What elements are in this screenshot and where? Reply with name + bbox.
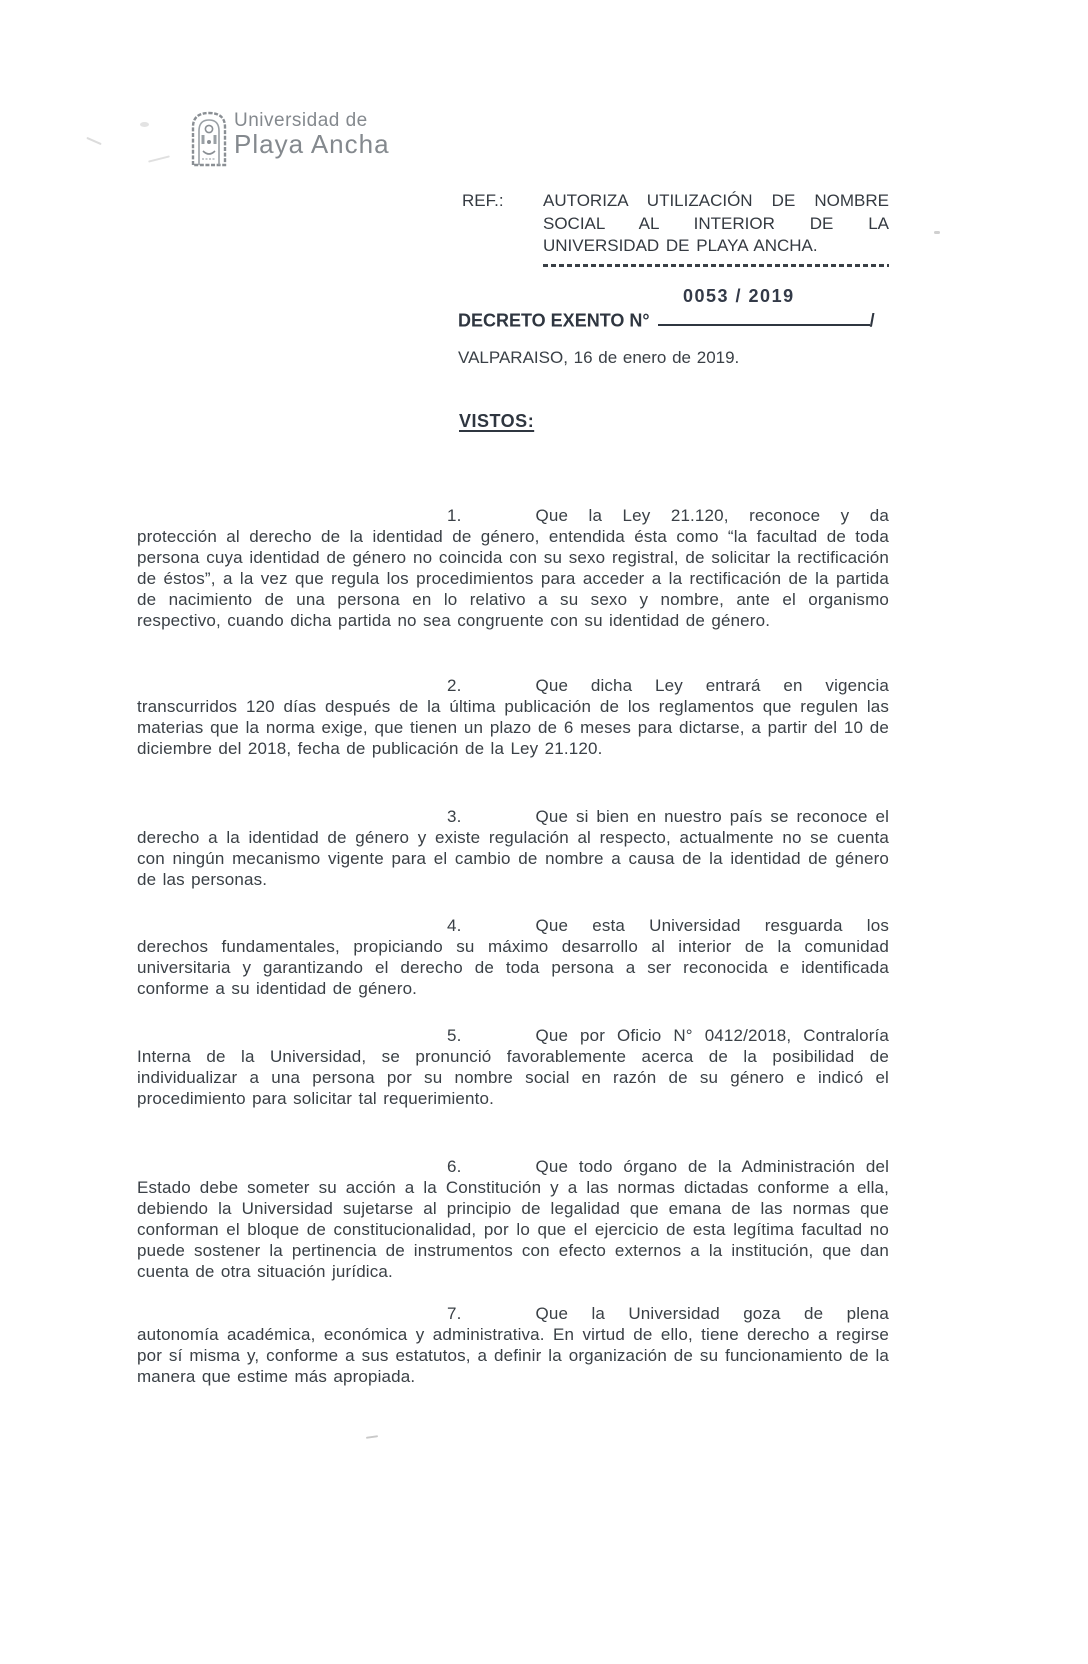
ref-label: REF.: (462, 191, 504, 210)
clause-number: 7. (447, 1304, 462, 1323)
scan-artifact (140, 122, 149, 127)
decree-number: 0053 / 2019 (683, 286, 795, 306)
university-logo (189, 110, 390, 173)
university-emblem-icon (189, 110, 229, 173)
ref-section (462, 190, 889, 267)
decree-number-blank-line (658, 309, 870, 326)
vistos-clause-6 (137, 1156, 889, 1282)
clause-number: 3. (447, 807, 462, 826)
scan-artifact (934, 231, 940, 234)
vistos-clause-1 (137, 505, 889, 631)
scan-artifact (366, 1435, 378, 1439)
decree-slash: / (869, 310, 875, 331)
clause-number: 2. (447, 676, 462, 695)
scan-artifact (86, 137, 101, 145)
clause-text: Que esta Universidad resguarda los derechos fundamentales, propiciando su máximo desarrollo al interior de la comunidad universitaria y garantizando el derecho de toda persona a ser reconocida e identificada conforme a su identidad de género. (137, 916, 889, 998)
vistos-clause-2 (137, 675, 889, 759)
decree-line (458, 309, 875, 331)
clause-text: Que todo órgano de la Administración del Estado debe someter su acción a la Constitución y a las normas dictadas conforme a ella, debiendo la Universidad sujetarse al principio de legalidad que emana de las normas que conforman el bloque de constitucionalidad, por lo que el ejercicio de esta legítima facultad no puede sostener la pertinencia de instrumentos con efecto externos a la institución, que dan cuenta de otra situación jurídica. (137, 1157, 889, 1281)
decree-label: DECRETO EXENTO N° (458, 310, 650, 331)
scan-artifact (148, 155, 170, 162)
vistos-clause-7 (137, 1303, 889, 1387)
clause-text: Que por Oficio N° 0412/2018, Contraloría Interna de la Universidad, se pronunció favorablemente acerca de la posibilidad de individualizar a una persona por su nombre social en razón de su género e indicó el procedimiento para solicitar tal requerimiento. (137, 1026, 889, 1108)
vistos-clause-4 (137, 915, 889, 999)
vistos-heading: VISTOS: (459, 411, 535, 431)
clause-number: 5. (447, 1026, 462, 1045)
clause-text: Que la Universidad goza de plena autonomía académica, económica y administrativa. En virtud de ello, tiene derecho a regirse por sí misma y, conforme a sus estatutos, a definir la organización de su funcionamiento de la manera que estime más apropiada. (137, 1304, 889, 1386)
logo-text-line1: Universidad de (234, 110, 368, 131)
vistos-clause-3 (137, 806, 889, 890)
ref-dashed-separator (543, 264, 889, 267)
ref-subject-text: AUTORIZA UTILIZACIÓN DE NOMBRE SOCIAL AL INTERIOR DE LA UNIVERSIDAD DE PLAYA ANCHA. (543, 191, 889, 255)
clause-text: Que dicha Ley entrará en vigencia transcurridos 120 días después de la última publicación de los reglamentos que regulen las materias que la norma exige, que tienen un plazo de 6 meses para dictarse, a partir del 10 de diciembre del 2018, fecha de publicación de la Ley 21.120. (137, 676, 889, 758)
logo-text-line2: Playa Ancha (234, 129, 390, 159)
clause-number: 4. (447, 916, 462, 935)
clause-text: Que la Ley 21.120, reconoce y da protección al derecho de la identidad de género, entendida ésta como “la facultad de toda persona cuya identidad de género no coincida con su sexo registral, de solicitar la rectificación de éstos”, a la vez que regula los procedimientos para acceder a la rectificación de la partida de nacimiento de una persona en lo relativo a su sexo y nombre, ante el organismo respectivo, cuando dicha partida no sea congruente con su identidad de género. (137, 506, 889, 630)
clause-number: 6. (447, 1157, 462, 1176)
clause-number: 1. (447, 506, 462, 525)
clause-text: Que si bien en nuestro país se reconoce el derecho a la identidad de género y existe regulación al respecto, actualmente no se cuenta con ningún mecanismo vigente para el cambio de nombre a causa de la identidad de género de las personas. (137, 807, 889, 889)
vistos-clause-5 (137, 1025, 889, 1109)
dateline: VALPARAISO, 16 de enero de 2019. (458, 348, 740, 367)
